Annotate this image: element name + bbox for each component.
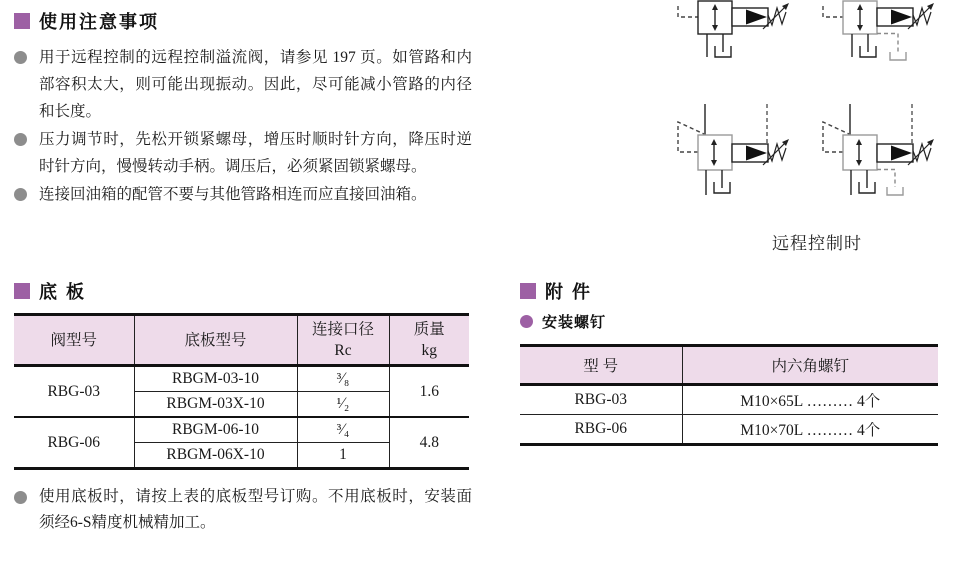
list-item: [14, 181, 472, 208]
port-size-cell: ³⁄₈: [297, 366, 389, 392]
port-size-cell: ³⁄₄: [297, 417, 389, 443]
col-header-line: 质量: [413, 321, 445, 338]
relief-valve-symbol-4: [823, 104, 934, 195]
baseplate-table: [14, 313, 469, 470]
model-cell: RBG-03: [520, 385, 682, 415]
table-row: [14, 417, 469, 443]
relief-valve-symbol-2: [823, 1, 934, 60]
col-header-screw: 内六角螺钉: [682, 346, 938, 385]
section-marker-icon: [14, 13, 30, 29]
bullet-icon: [14, 491, 27, 504]
port-size-cell: 1: [297, 443, 389, 469]
bullet-icon: [14, 51, 27, 64]
table-row: [520, 415, 938, 445]
section-title: 底 板: [39, 282, 87, 302]
list-item: [14, 484, 472, 536]
relief-valve-symbol-3: [678, 104, 789, 195]
baseplate-section: [14, 278, 472, 537]
subsection-title: 安装螺钉: [542, 314, 607, 331]
port-size-cell: ¹⁄₂: [297, 392, 389, 418]
col-header-line: 连接口径: [311, 321, 374, 338]
plate-model-cell: RBGM-03-10: [134, 366, 297, 392]
mass-cell: 1.6: [389, 366, 469, 418]
note-text: 使用底板时，请按上表的底板型号订购。不用底板时，安装面须经6-S精度机械精加工。: [39, 488, 472, 531]
col-header-model: 型 号: [520, 346, 682, 385]
plate-model-cell: RBGM-06-10: [134, 417, 297, 443]
bullet-icon: [14, 188, 27, 201]
list-item: [14, 44, 472, 125]
screw-cell: M10×70L ……… 4个: [682, 415, 938, 445]
section-title: 使用注意事项: [39, 12, 159, 32]
mounting-screws-subheader: [520, 311, 940, 332]
bullet-icon: [14, 133, 27, 146]
diagram-caption: 远程控制时: [772, 234, 862, 253]
table-header-row: [14, 315, 469, 366]
table-header-row: [520, 346, 938, 385]
col-header-line: Rc: [334, 342, 352, 359]
col-header-line: kg: [421, 342, 437, 359]
mass-cell: 4.8: [389, 417, 469, 469]
bullet-icon: [520, 315, 533, 328]
table-row: [520, 385, 938, 415]
usage-notes-header: [14, 8, 472, 34]
screw-cell: M10×65L ……… 4个: [682, 385, 938, 415]
accessories-header: [520, 278, 940, 304]
col-header-plate-model: 底板型号: [134, 315, 297, 366]
list-item: [14, 126, 472, 180]
accessories-section: [520, 278, 940, 446]
section-marker-icon: [14, 283, 30, 299]
note-text: 连接回油箱的配管不要与其他管路相连而应直接回油箱。: [39, 186, 427, 203]
relief-valve-symbols: [650, 0, 958, 262]
valve-model-cell: RBG-03: [14, 366, 134, 418]
hydraulic-diagram: [650, 0, 958, 262]
model-cell: RBG-06: [520, 415, 682, 445]
note-text: 压力调节时，先松开锁紧螺母，增压时顺时针方向，降压时逆时针方向，慢慢转动手柄。调压后，必须紧固锁紧螺母。: [39, 131, 472, 175]
baseplate-header: [14, 278, 472, 304]
valve-model-cell: RBG-06: [14, 417, 134, 469]
baseplate-note: [14, 484, 472, 536]
col-header-mass: [389, 315, 469, 366]
usage-notes-list: [14, 44, 472, 208]
plate-model-cell: RBGM-06X-10: [134, 443, 297, 469]
note-text: 用于远程控制的远程控制溢流阀，请参见 197 页。如管路和内部容积太大，则可能出现振动。因此，尽可能减小管路的内径和长度。: [39, 49, 472, 120]
relief-valve-symbol-1: [678, 1, 789, 57]
accessories-table: [520, 344, 938, 446]
usage-notes-section: [14, 8, 472, 209]
table-row: [14, 366, 469, 392]
section-marker-icon: [520, 283, 536, 299]
plate-model-cell: RBGM-03X-10: [134, 392, 297, 418]
section-title: 附 件: [545, 282, 593, 302]
col-header-port-size: [297, 315, 389, 366]
col-header-valve-model: 阀型号: [14, 315, 134, 366]
